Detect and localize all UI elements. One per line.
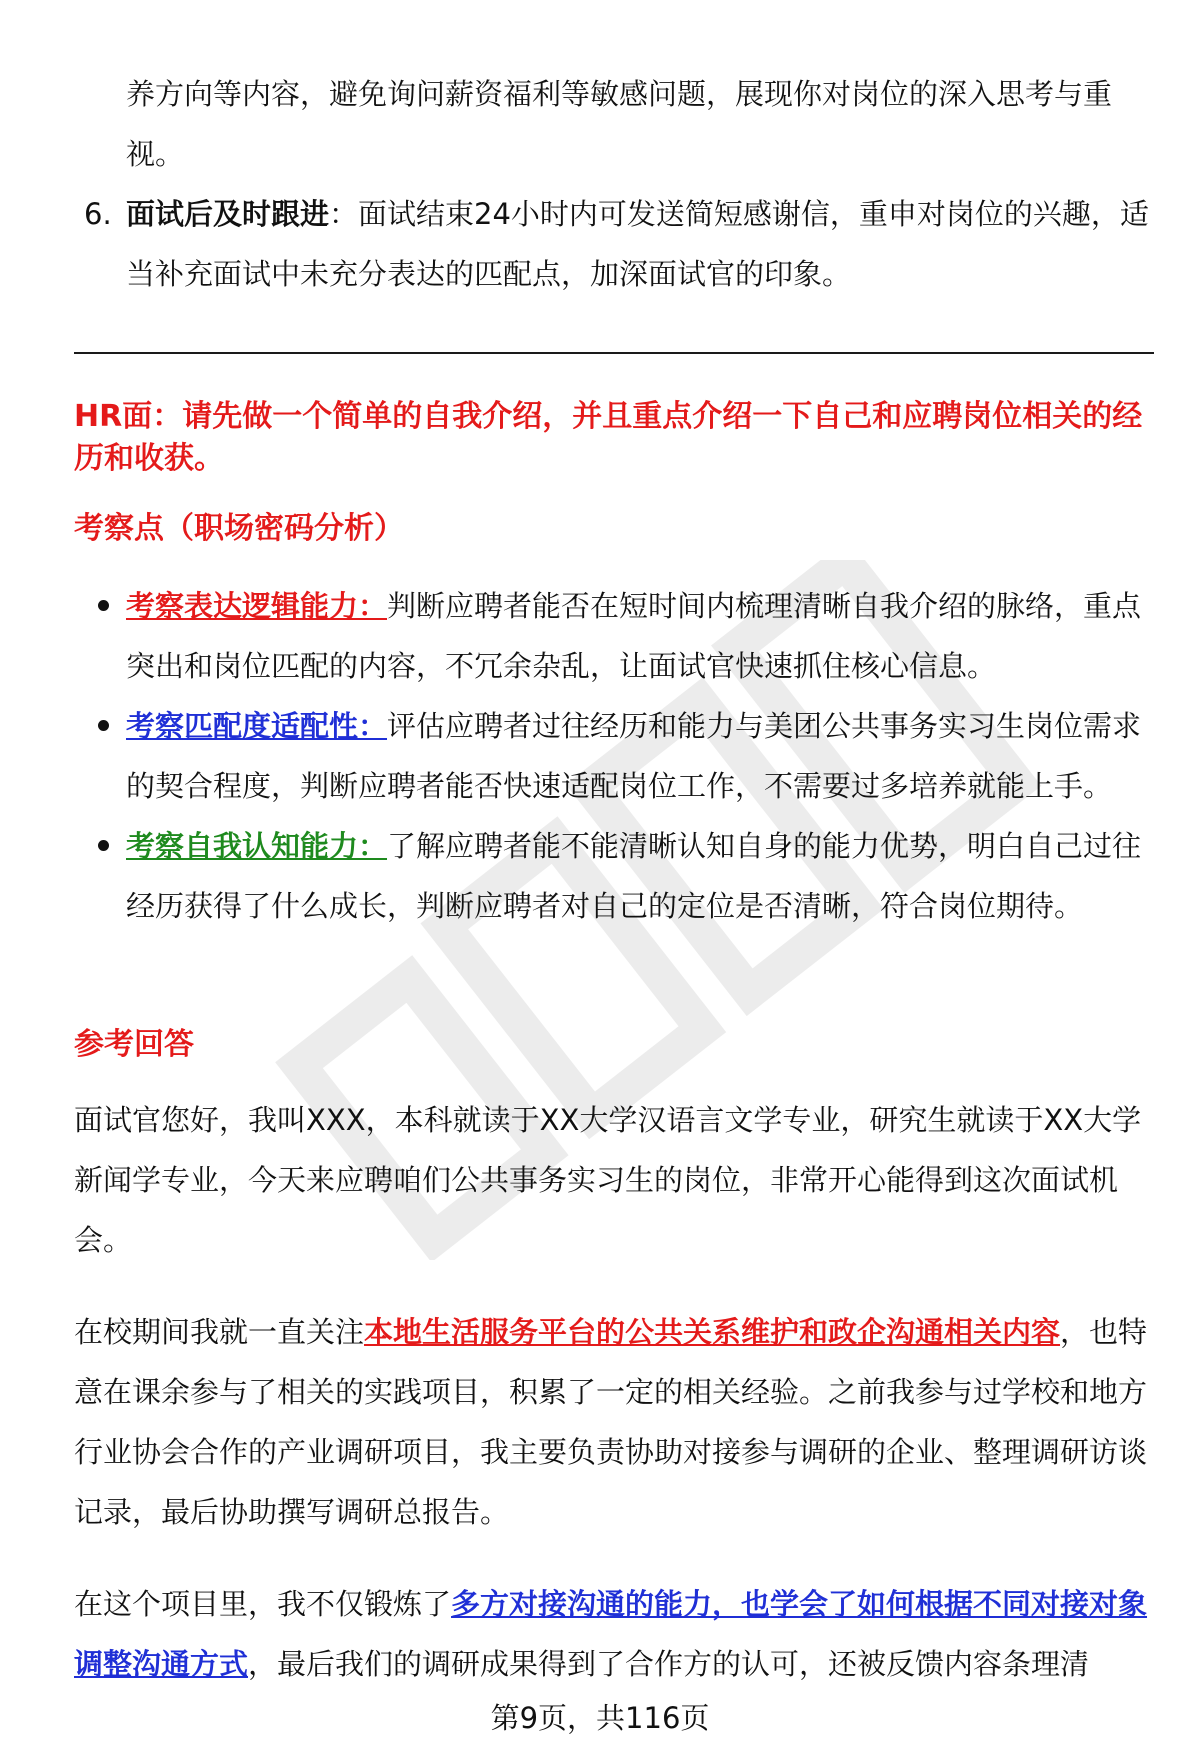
item-text: ：面试结束24小时内可发送简短感谢信，重申对岗位的兴趣，适当补充面试中未充分表达的匹配点，加深面试官的印象。 — [126, 197, 1149, 291]
list-item — [74, 816, 1154, 936]
divider — [74, 352, 1154, 354]
bullet-dot — [98, 720, 109, 731]
answer-paragraph-2 — [74, 1302, 1154, 1542]
answer-text: 在这个项目里，我不仅锻炼了 — [74, 1587, 452, 1621]
analysis-list — [74, 576, 1154, 936]
bullet-text: 了解应聘者能不能清晰认知自身的能力优势，明白自己过往经历获得了什么成长，判断应聘者对自己的定位是否清晰，符合岗位期待。 — [126, 829, 1142, 923]
item-number: 6. — [84, 197, 112, 231]
bullet-label: 考察表达逻辑能力： — [126, 589, 388, 623]
list-item-6 — [84, 184, 1154, 304]
answer-heading: 参考回答 — [74, 1027, 194, 1062]
bullet-label: 考察匹配度适配性： — [126, 709, 388, 743]
answer-highlight: 多方对接沟通的能力，也学会了如何根据不同对接对象调整沟通方式 — [74, 1587, 1148, 1681]
list-item — [74, 696, 1154, 816]
page-footer: 第9页，共116页 — [490, 1701, 710, 1735]
answer-text: 在校期间我就一直关注 — [74, 1315, 365, 1349]
answer-text: ，也特意在课余参与了相关的实践项目，积累了一定的相关经验。之前我参与过学校和地方行业协会合作的产业调研项目，我主要负责协助对接参与调研的企业、整理调研访谈记录，最后协助撰写调研总报告。 — [74, 1315, 1148, 1529]
bullet-dot — [98, 600, 109, 611]
list-item — [74, 576, 1154, 696]
question-heading: HR面：请先做一个简单的自我介绍，并且重点介绍一下自己和应聘岗位相关的经历和收获。 — [74, 399, 1143, 476]
continued-paragraph — [126, 64, 1146, 184]
bullet-text: 判断应聘者能否在短时间内梳理清晰自我介绍的脉络，重点突出和岗位匹配的内容，不冗余杂乱，让面试官快速抓住核心信息。 — [126, 589, 1142, 683]
item-title: 面试后及时跟进 — [126, 197, 330, 231]
answer-text: ，最后我们的调研成果得到了合作方的认可，还被反馈内容条理清 — [248, 1647, 1090, 1681]
bullet-text: 评估应聘者过往经历和能力与美团公共事务实习生岗位需求的契合程度，判断应聘者能否快速适配岗位工作，不需要过多培养就能上手。 — [126, 709, 1142, 803]
analysis-heading: 考察点（职场密码分析） — [74, 511, 404, 546]
answer-paragraph-1: 面试官您好，我叫XXX，本科就读于XX大学汉语言文学专业，研究生就读于XX大学新闻学专业，今天来应聘咱们公共事务实习生的岗位，非常开心能得到这次面试机会。 — [74, 1103, 1142, 1257]
bullet-dot — [98, 840, 109, 851]
answer-highlight: 本地生活服务平台的公共关系维护和政企沟通相关内容 — [364, 1315, 1061, 1349]
bullet-label: 考察自我认知能力： — [126, 829, 388, 863]
continued-text: 养方向等内容，避免询问薪资福利等敏感问题，展现你对岗位的深入思考与重视。 — [126, 77, 1113, 171]
answer-paragraph-3 — [74, 1574, 1154, 1694]
item-body — [126, 184, 1154, 304]
